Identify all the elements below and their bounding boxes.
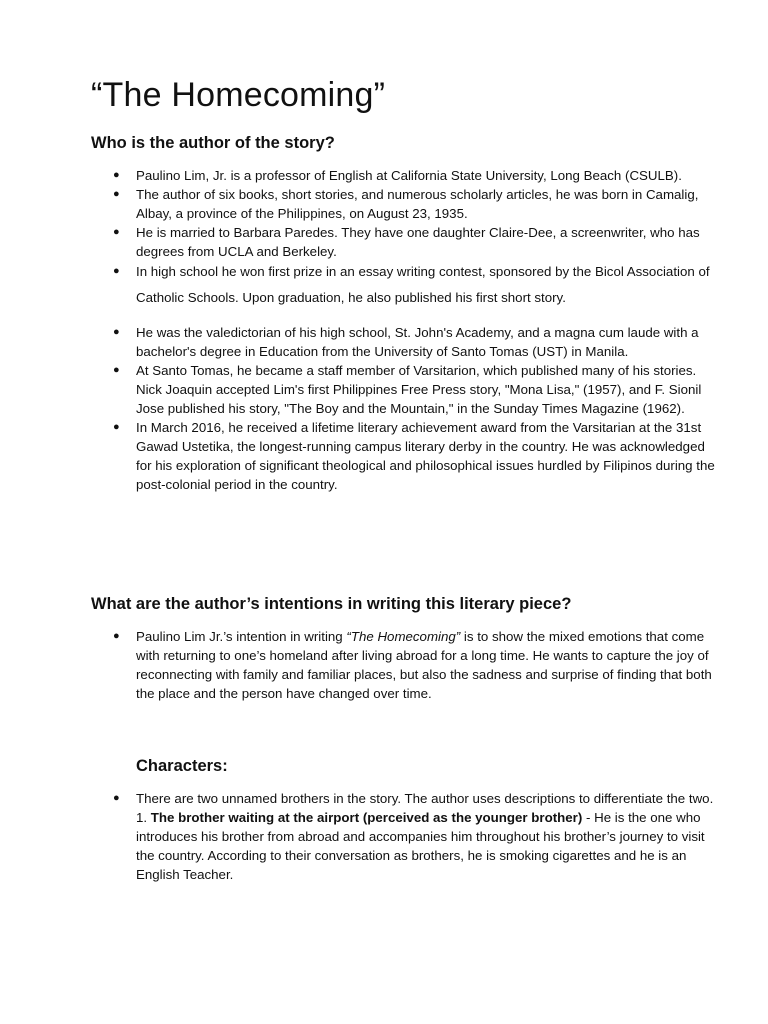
list-item: ● In March 2016, he received a lifetime literary achievement award from the Varsitarian at the 31st Gawad Ustetika, the longest-running campus literary derby in the country. He was acknowledged for his exploration of significant theological and philosophical issues hurdled by Filipinos during the post-colonial period in the country.: [113, 420, 715, 492]
bullet-icon: ●: [113, 364, 120, 376]
bullet-icon: ●: [113, 630, 120, 642]
document-title: “The Homecoming”: [91, 76, 386, 114]
work-title: “The Homecoming”: [346, 629, 461, 644]
section-heading-characters: Characters:: [136, 757, 228, 775]
bullet-icon: ●: [113, 169, 120, 181]
bullet-icon: ●: [113, 188, 120, 200]
bullet-icon: ●: [113, 792, 120, 804]
bullet-icon: ●: [113, 326, 120, 338]
bullet-icon: ●: [113, 226, 120, 238]
bullet-icon: ●: [113, 265, 120, 277]
character-name: The brother waiting at the airport (perceived as the younger brother): [150, 810, 583, 825]
bullet-icon: ●: [113, 421, 120, 433]
author-bullet-list: [0, 166, 716, 494]
list-item: ● The author of six books, short stories, and numerous scholarly articles, he was born in Camalig, Albay, a province of the Philippines, on August 23, 1935.: [113, 187, 699, 221]
list-item: ● In high school he won first prize in an essay writing contest, sponsored by the Bicol Association of Catholic Schools. Upon graduation, he also published his first short story.: [0, 259, 716, 311]
list-item: ● There are two unnamed brothers in the story. The author uses descriptions to differentiate the two. 1. The brother waiting at the airport (perceived as the younger brother) - He is the one who introduces his brother from abroad and accompanies him throughout his brother’s journey to visit the country. According to their conversation as brothers, he is smoking cigarettes and he is an English Teacher.: [113, 791, 714, 882]
list-item: ● He was the valedictorian of his high school, St. John's Academy, and a magna cum laude with a bachelor's degree in Education from the University of Santo Tomas (UST) in Manila.: [113, 325, 699, 359]
list-item: ● He is married to Barbara Paredes. They have one daughter Claire-Dee, a screenwriter, who has degrees from UCLA and Berkeley.: [113, 225, 700, 259]
list-item: ● At Santo Tomas, he became a staff member of Varsitarion, which published many of his stories. Nick Joaquin accepted Lim's first Philippines Free Press story, "Mona Lisa," (1957), and F. Sionil Jose published his story, "The Boy and the Mountain," in the Sunday Times Magazine (1962).: [113, 363, 702, 416]
list-item: ● Paulino Lim Jr.’s intention in writing “The Homecoming” is to show the mixed emotions that come with returning to one’s homeland after living abroad for a long time. He wants to capture the joy of reconnecting with family and familiar places, but also the sadness and surprise of finding that both the place and the person have changed over time.: [113, 629, 712, 701]
section-heading-intentions: What are the author’s intentions in writing this literary piece?: [91, 595, 572, 613]
intentions-bullet-list: [0, 627, 716, 703]
list-item: ● Paulino Lim, Jr. is a professor of English at California State University, Long Beach (CSULB).: [113, 168, 682, 183]
section-heading-author: Who is the author of the story?: [91, 134, 335, 152]
characters-bullet-list: [0, 789, 716, 884]
